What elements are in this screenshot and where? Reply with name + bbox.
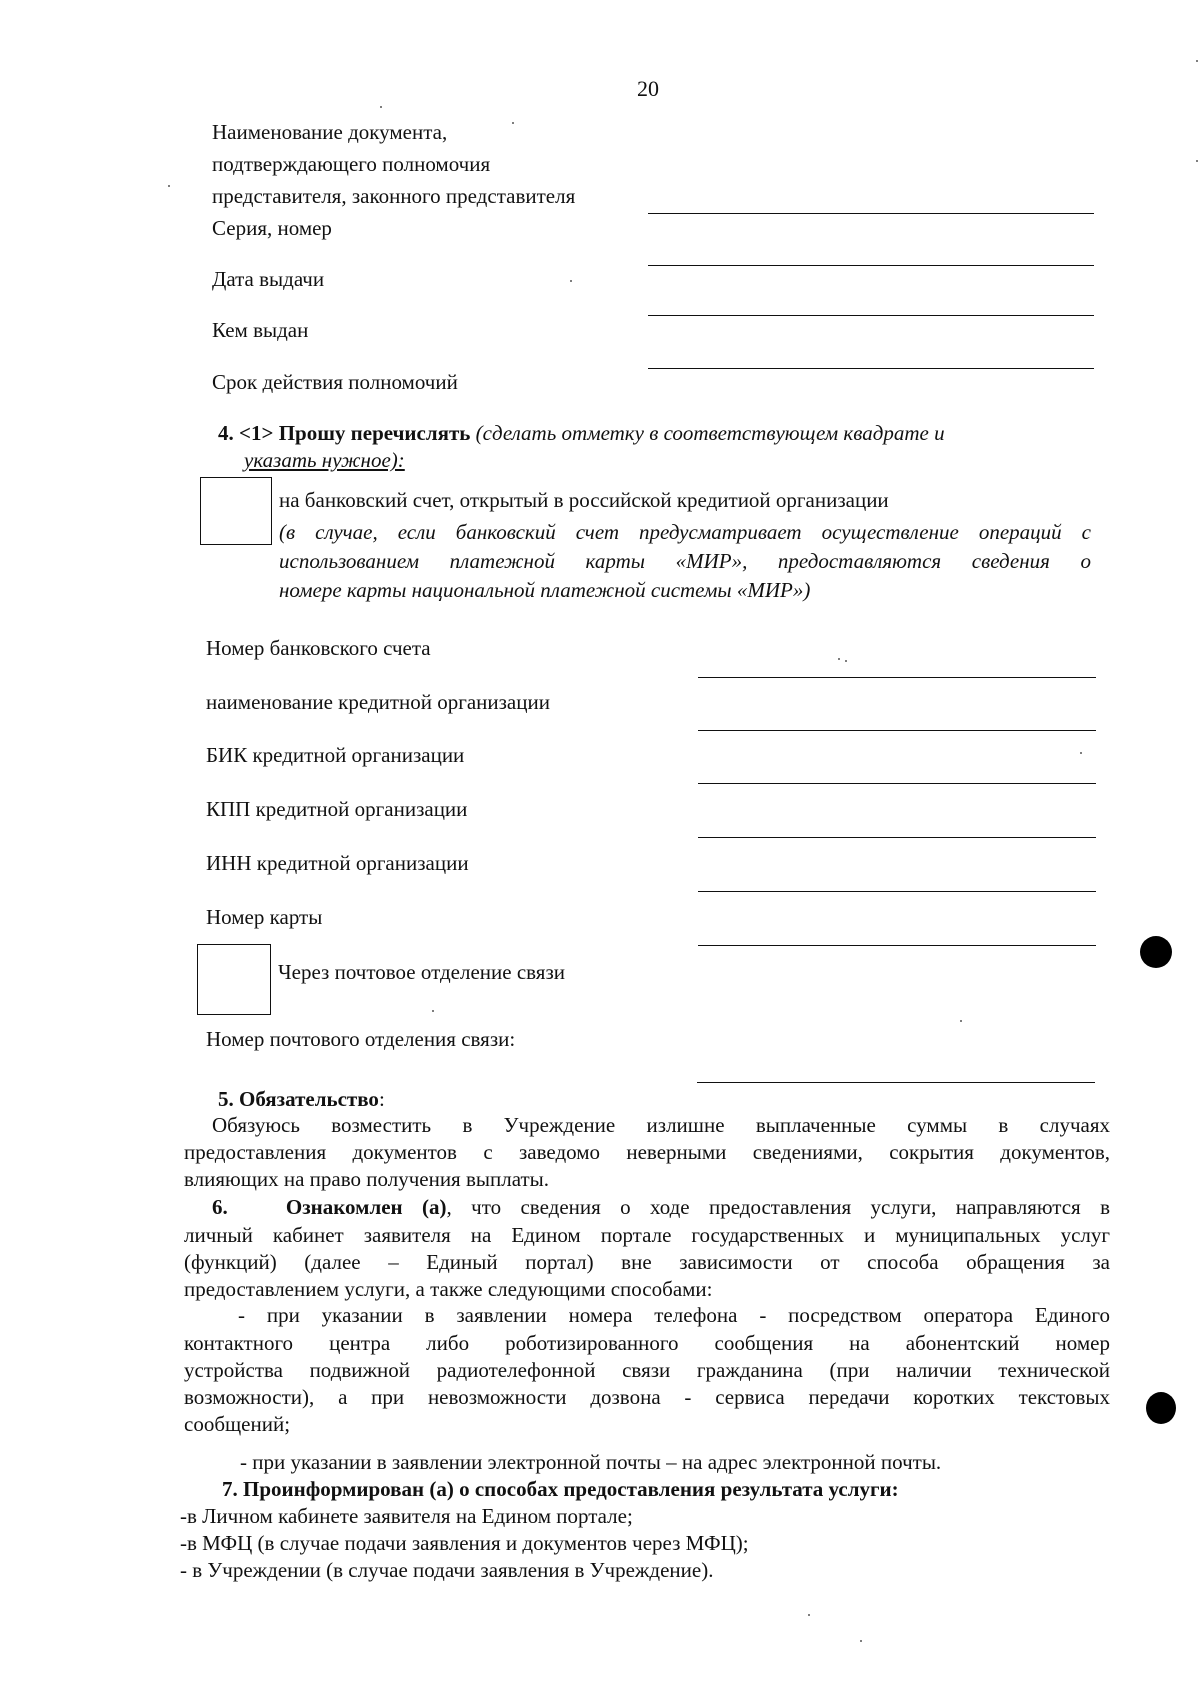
kpp-field[interactable] [698,837,1096,838]
section5-text-line-3: влияющих на право получения выплаты. [184,1167,550,1191]
page-number: 20 [637,76,659,101]
doc-label-line-3: представителя, законного представителя [212,184,576,208]
scan-speck [1196,60,1198,62]
section6-line-2: (функций) (далее – Единый портал) вне зависимости от способа обращения за [184,1250,1110,1274]
doc-label-line-1: Наименование документа, [212,120,448,144]
post-office-number-field[interactable] [697,1082,1095,1083]
scan-speck [860,1640,862,1642]
section5-heading [218,1087,385,1112]
section6-title: Ознакомлен (а) [285,1195,447,1219]
series-number-field[interactable] [648,265,1094,266]
section5-text-line-1-wrap [212,1113,1110,1138]
section5-text-line-2: предоставления документов с заведомо неверными сведениями, сокрытия документов, [184,1140,1110,1164]
issued-by-label: Кем выдан [212,318,309,342]
inn-field[interactable] [698,891,1096,892]
section6-first-line-rest: , что сведения о ходе предоставления услуги, направляются в [446,1195,1111,1219]
post-option-label: Через почтовое отделение связи [278,960,565,984]
section7-heading: 7. Проинформирован (а) о способах предоставления результата услуги: [222,1477,899,1501]
section6-first-line [212,1195,1110,1220]
section6-line-1: личный кабинет заявителя на Едином портале государственных и муниципальных услуг [184,1223,1110,1247]
scan-speck [570,280,572,282]
inn-label: ИНН кредитной организации [206,851,469,875]
phone-text [184,1330,1110,1438]
issued-by-field[interactable] [648,368,1094,369]
authority-term-label: Срок действия полномочий [212,370,458,394]
scan-speck [512,122,514,124]
scan-speck [432,1010,434,1012]
series-number-label: Серия, номер [212,216,332,240]
phone-line-3: устройства подвижной радиотелефонной связи гражданина (при наличии технической [184,1358,1110,1382]
doc-label-line-2: подтверждающего полномочия [212,152,491,176]
section7-item-3: - в Учреждении (в случае подачи заявления в Учреждение). [180,1558,714,1582]
section5-number: 5. [218,1087,234,1111]
card-number-label: Номер карты [206,905,323,929]
bik-label: БИК кредитной организации [206,743,465,767]
section5-colon: : [378,1087,385,1111]
doc-name-field[interactable] [648,213,1094,214]
kpp-label: КПП кредитной организации [206,797,468,821]
bik-field[interactable] [698,783,1096,784]
phone-line-5: сообщений; [184,1412,291,1436]
bank-account-checkbox[interactable] [200,477,272,545]
scan-speck [960,1020,962,1022]
punch-hole-mark [1140,936,1172,968]
bank-name-label: наименование кредитной организации [206,690,550,714]
post-office-checkbox[interactable] [197,944,271,1015]
section6-line-3: предоставлением услуги, а также следующими способами: [184,1277,713,1301]
account-number-field[interactable] [698,677,1096,678]
section4-instruction-2: указать нужное): [244,448,405,472]
section4-instruction: (сделать отметку в соответствующем квадрате и [475,421,945,445]
account-number-label: Номер банковского счета [206,636,431,660]
scan-speck [168,185,170,187]
post-office-number-label: Номер почтового отделения связи: [206,1027,516,1051]
punch-hole-mark [1146,1392,1176,1424]
section7-item-1: -в Личном кабинете заявителя на Едином портале; [180,1504,633,1528]
bank-option-label: на банковский счет, открытый в российской кредитиой организации [279,488,889,512]
section6-text [184,1222,1110,1303]
bank-note-line-3: номере карты национальной платежной системы «МИР») [279,578,811,602]
scan-speck [1080,752,1082,754]
section7-item-2: -в МФЦ (в случае подачи заявления и документов через МФЦ); [180,1531,749,1555]
bank-option-note [279,520,1091,603]
card-number-field[interactable] [698,945,1096,946]
section5-text-line-1: Обязуюсь возместить в Учреждение излишне выплаченные суммы в случаях [212,1113,1110,1137]
section4-title: Прошу перечислять [278,421,471,445]
issue-date-field[interactable] [648,315,1094,316]
section4-number: 4. [218,421,234,445]
scan-speck [838,658,840,660]
scan-speck [845,660,847,662]
scan-speck [808,1614,810,1616]
section4-heading [218,421,945,446]
bank-note-line-2: использованием платежной карты «МИР», предоставляются сведения о [279,549,1091,573]
scan-speck [1196,160,1198,162]
bank-note-line-1: (в случае, если банковский счет предусматривает осуществление операций с [279,520,1091,544]
bank-name-field[interactable] [698,730,1096,731]
phone-line-4: возможности), а при невозможности дозвона - сервиса передачи коротких текстовых [184,1385,1110,1409]
scan-speck [380,106,382,108]
phone-first-line-wrap [238,1303,1110,1328]
section5-text [184,1139,1110,1193]
issue-date-label: Дата выдачи [212,267,325,291]
section6-number: 6. [212,1195,228,1219]
phone-line-2: контактного центра либо роботизированного сообщения на абонентский номер [184,1331,1110,1355]
section5-title: Обязательство [239,1087,379,1111]
phone-line-1: - при указании в заявлении номера телефона - посредством оператора Единого [238,1303,1110,1327]
section4-marker: <1> [239,421,274,445]
email-line: - при указании в заявлении электронной почты – на адрес электронной почты. [240,1450,942,1474]
